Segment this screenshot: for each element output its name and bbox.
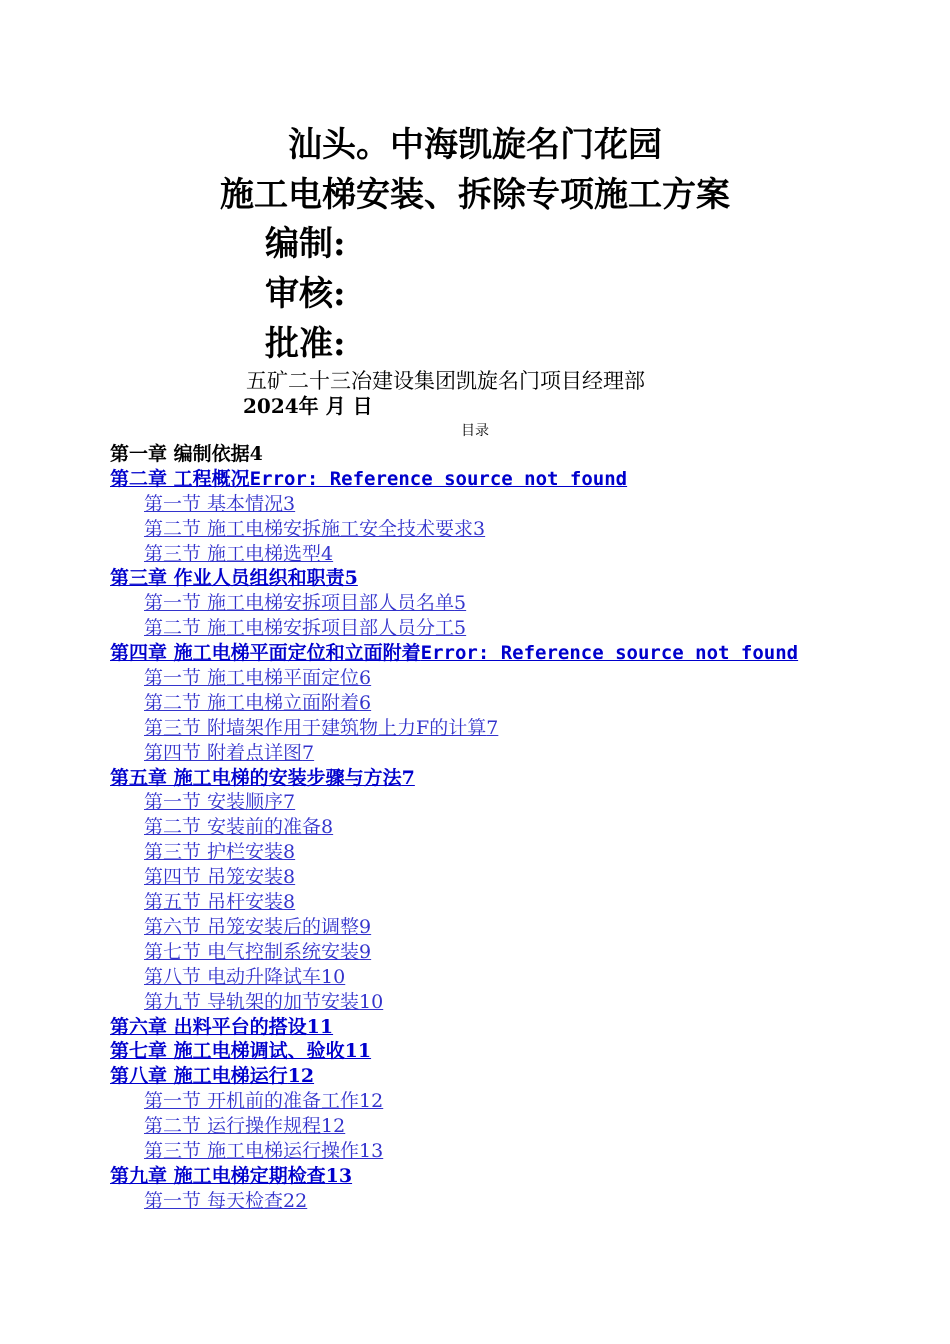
toc-entry-page: 9 — [359, 915, 372, 938]
toc-entry-title: 第六节 吊笼安装后的调整 — [144, 915, 360, 938]
toc-entry-title: 第二节 施工电梯立面附着 — [144, 691, 360, 714]
table-of-contents — [110, 442, 845, 1214]
toc-entry-title: 第三节 施工电梯选型 — [144, 542, 322, 565]
prepared-by-label: 编制: — [265, 224, 346, 264]
toc-entry-link[interactable] — [144, 1190, 307, 1212]
toc-entry-title: 第一节 每天检查 — [144, 1189, 284, 1212]
toc-entry-title: 第七节 电气控制系统安装 — [144, 940, 360, 963]
toc-section-entry[interactable] — [110, 616, 845, 641]
toc-section-entry[interactable] — [110, 840, 845, 865]
toc-entry-page: 6 — [359, 691, 372, 714]
toc-entry-link[interactable] — [110, 468, 627, 490]
toc-entry-page: 3 — [473, 517, 486, 540]
toc-entry-title: 第一章 编制依据 — [110, 443, 250, 465]
toc-chapter-entry[interactable] — [110, 1015, 845, 1040]
toc-entry-title: 第二节 运行操作规程 — [144, 1115, 322, 1138]
toc-section-entry[interactable] — [110, 741, 845, 766]
toc-section-entry[interactable] — [110, 965, 845, 990]
toc-section-entry[interactable] — [110, 591, 845, 616]
toc-entry-title: 第一节 开机前的准备工作 — [144, 1090, 360, 1113]
document-title: 汕头。中海凯旋名门花园 — [288, 125, 662, 165]
toc-entry-title: 第四节 吊笼安装 — [144, 866, 284, 889]
toc-entry-page: 7 — [302, 741, 315, 764]
toc-entry-title: 第七章 施工电梯调试、验收 — [110, 1040, 345, 1063]
toc-chapter-entry[interactable] — [110, 1164, 845, 1189]
toc-entry-title: 第四节 附着点详图 — [144, 741, 303, 764]
toc-entry-link[interactable] — [144, 841, 295, 863]
toc-entry-page: 3 — [283, 492, 296, 515]
toc-section-entry[interactable] — [110, 865, 845, 890]
toc-entry-link[interactable] — [144, 941, 371, 963]
toc-entry-link[interactable] — [144, 991, 383, 1013]
toc-entry-page: 12 — [321, 1115, 346, 1138]
toc-entry-title: 第八节 电动升降试车 — [144, 965, 322, 988]
toc-chapter-entry[interactable] — [110, 467, 845, 492]
toc-entry-page: Error: Reference source not found — [420, 642, 799, 665]
toc-entry-title: 第一节 施工电梯平面定位 — [144, 667, 360, 690]
toc-entry-link[interactable] — [144, 518, 485, 540]
toc-entry-link[interactable] — [110, 1016, 333, 1038]
toc-entry-page: 4 — [249, 443, 263, 465]
toc-chapter-entry — [110, 442, 845, 467]
toc-entry-link[interactable] — [144, 916, 371, 938]
toc-section-entry[interactable] — [110, 1189, 845, 1214]
toc-entry-link — [110, 443, 263, 465]
toc-entry-link[interactable] — [144, 891, 295, 913]
toc-entry-page: 5 — [344, 567, 358, 590]
toc-chapter-entry[interactable] — [110, 1039, 845, 1064]
toc-entry-link[interactable] — [110, 767, 415, 789]
toc-entry-link[interactable] — [144, 1090, 383, 1112]
toc-entry-title: 第二节 安装前的准备 — [144, 816, 322, 839]
toc-heading: 目录 — [461, 423, 489, 439]
toc-entry-page: 9 — [359, 940, 372, 963]
toc-entry-link[interactable] — [110, 567, 358, 589]
toc-entry-page: 8 — [283, 891, 296, 914]
toc-entry-title: 第三章 作业人员组织和职责 — [110, 567, 345, 590]
toc-section-entry[interactable] — [110, 815, 845, 840]
toc-entry-title: 第九章 施工电梯定期检查 — [110, 1164, 326, 1187]
toc-entry-page: 12 — [287, 1065, 315, 1088]
toc-entry-link[interactable] — [144, 667, 371, 689]
toc-entry-page: 4 — [321, 542, 334, 565]
toc-section-entry[interactable] — [110, 1114, 845, 1139]
approved-by-label: 批准: — [265, 324, 346, 364]
toc-entry-page: 5 — [454, 592, 467, 615]
toc-entry-page: 12 — [359, 1090, 384, 1113]
toc-entry-title: 第二章 工程概况 — [110, 467, 250, 490]
toc-entry-title: 第五节 吊杆安装 — [144, 891, 284, 914]
toc-chapter-entry[interactable] — [110, 1064, 845, 1089]
toc-entry-title: 第一节 安装顺序 — [144, 791, 284, 814]
toc-chapter-entry[interactable] — [110, 766, 845, 791]
toc-section-entry[interactable] — [110, 542, 845, 567]
toc-section-entry[interactable] — [110, 915, 845, 940]
toc-entry-page: 8 — [283, 841, 296, 864]
toc-section-entry[interactable] — [110, 517, 845, 542]
toc-entry-page: 5 — [454, 617, 467, 640]
toc-entry-link[interactable] — [110, 642, 798, 664]
organization-name: 五矿二十三冶建设集团凯旋名门项目经理部 — [246, 369, 645, 393]
toc-entry-link[interactable] — [144, 791, 295, 813]
toc-entry-page: 8 — [321, 816, 334, 839]
toc-entry-link[interactable] — [144, 1115, 345, 1137]
toc-entry-link[interactable] — [144, 1140, 383, 1162]
toc-entry-title: 第一节 施工电梯安拆项目部人员名单 — [144, 592, 455, 615]
toc-entry-title: 第九节 导轨架的加节安装 — [144, 990, 360, 1013]
toc-section-entry[interactable] — [110, 716, 845, 741]
toc-entry-title: 第八章 施工电梯运行 — [110, 1065, 288, 1088]
toc-entry-page: 10 — [321, 965, 346, 988]
toc-entry-page: 7 — [401, 766, 415, 789]
reviewed-by-label: 审核: — [265, 274, 346, 314]
toc-entry-page: 11 — [306, 1015, 334, 1038]
toc-entry-page: 6 — [359, 667, 372, 690]
toc-entry-title: 第五章 施工电梯的安装步骤与方法 — [110, 766, 402, 789]
toc-entry-page: Error: Reference source not found — [249, 467, 628, 490]
toc-entry-link[interactable] — [144, 692, 371, 714]
toc-entry-title: 第三节 护栏安装 — [144, 841, 284, 864]
toc-section-entry[interactable] — [110, 890, 845, 915]
toc-entry-page: 22 — [283, 1189, 308, 1212]
toc-chapter-entry[interactable] — [110, 641, 845, 666]
toc-entry-link[interactable] — [144, 866, 295, 888]
toc-section-entry[interactable] — [110, 940, 845, 965]
document-subtitle: 施工电梯安装、拆除专项施工方案 — [220, 175, 730, 215]
toc-entry-page: 13 — [325, 1164, 353, 1187]
toc-entry-link[interactable] — [144, 617, 466, 639]
toc-section-entry[interactable] — [110, 666, 845, 691]
toc-section-entry[interactable] — [110, 1089, 845, 1114]
toc-entry-title: 第一节 基本情况 — [144, 492, 284, 515]
toc-entry-title: 第三节 附墙架作用于建筑物上力F的计算 — [144, 716, 487, 739]
toc-entry-link[interactable] — [144, 592, 466, 614]
toc-entry-page: 7 — [486, 716, 499, 739]
toc-entry-page: 13 — [359, 1139, 384, 1162]
toc-entry-link[interactable] — [144, 717, 498, 739]
toc-entry-page: 11 — [344, 1040, 372, 1063]
toc-chapter-entry[interactable] — [110, 566, 845, 591]
toc-section-entry[interactable] — [110, 990, 845, 1015]
toc-entry-link[interactable] — [110, 1065, 314, 1087]
toc-entry-title: 第二节 施工电梯安拆项目部人员分工 — [144, 617, 455, 640]
toc-entry-link[interactable] — [144, 966, 345, 988]
toc-entry-page: 7 — [283, 791, 296, 814]
toc-entry-title: 第三节 施工电梯运行操作 — [144, 1139, 360, 1162]
toc-entry-title: 第二节 施工电梯安拆施工安全技术要求 — [144, 517, 474, 540]
document-date: 2024年 月 日 — [243, 394, 373, 418]
toc-section-entry[interactable] — [110, 492, 845, 517]
toc-entry-title: 第四章 施工电梯平面定位和立面附着 — [110, 642, 421, 665]
toc-entry-link[interactable] — [144, 543, 333, 565]
toc-entry-link[interactable] — [110, 1165, 352, 1187]
toc-entry-link[interactable] — [110, 1040, 371, 1062]
toc-entry-page: 10 — [359, 990, 384, 1013]
toc-entry-link[interactable] — [144, 816, 333, 838]
toc-entry-page: 8 — [283, 866, 296, 889]
toc-section-entry[interactable] — [110, 691, 845, 716]
toc-entry-link[interactable] — [144, 493, 295, 515]
toc-section-entry[interactable] — [110, 790, 845, 815]
toc-section-entry[interactable] — [110, 1139, 845, 1164]
toc-entry-link[interactable] — [144, 742, 314, 764]
toc-entry-title: 第六章 出料平台的搭设 — [110, 1015, 307, 1038]
